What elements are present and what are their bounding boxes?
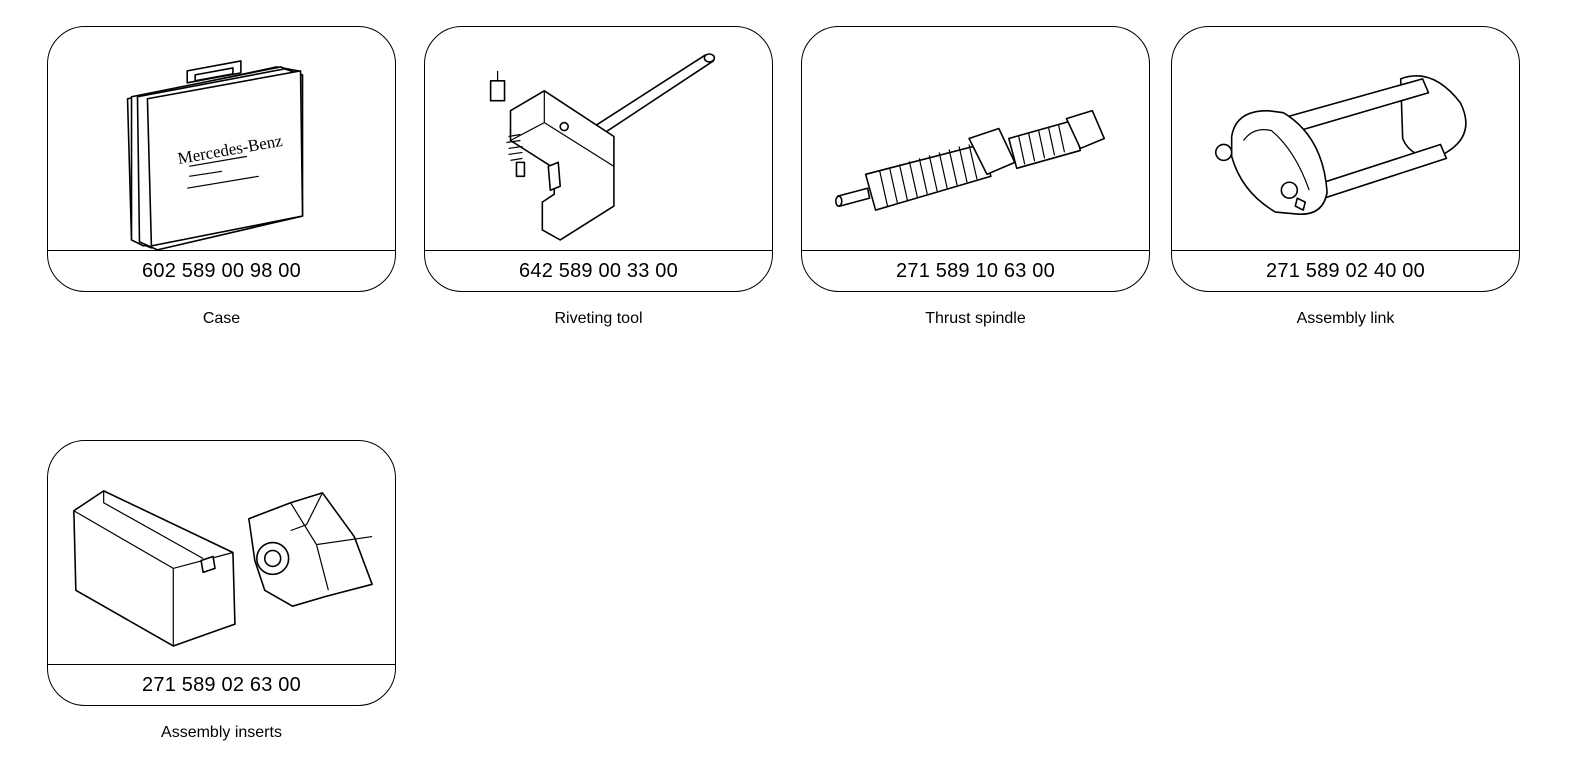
tool-card bbox=[801, 26, 1150, 292]
tool-card bbox=[47, 26, 396, 292]
assembly-link-illustration-icon bbox=[1172, 27, 1519, 251]
tool-assembly-inserts bbox=[47, 440, 396, 742]
tool-assembly-link bbox=[1171, 26, 1520, 328]
assembly-inserts-illustration-icon bbox=[48, 441, 395, 665]
part-number: 271 589 02 40 00 bbox=[1266, 260, 1425, 282]
tool-case bbox=[47, 26, 396, 328]
riveting-tool-illustration-icon bbox=[425, 27, 772, 251]
tool-riveting-tool bbox=[424, 26, 773, 328]
tool-thrust-spindle bbox=[801, 26, 1150, 328]
part-number: 642 589 00 33 00 bbox=[519, 260, 678, 282]
tool-card bbox=[424, 26, 773, 292]
tool-caption: Case bbox=[202, 310, 241, 327]
tool-card bbox=[47, 440, 396, 706]
tool-caption: Thrust spindle bbox=[925, 310, 1026, 327]
tool-caption: Assembly inserts bbox=[161, 724, 282, 741]
thrust-spindle-illustration-icon bbox=[802, 27, 1149, 251]
tool-case-illustration-icon bbox=[48, 27, 395, 251]
tool-caption: Assembly link bbox=[1296, 310, 1395, 327]
tool-caption: Riveting tool bbox=[554, 310, 643, 327]
part-number: 271 589 02 63 00 bbox=[142, 674, 301, 696]
case-brand-label: Mercedes-Benz bbox=[176, 130, 284, 169]
part-number: 271 589 10 63 00 bbox=[896, 260, 1055, 282]
part-number: 602 589 00 98 00 bbox=[142, 260, 301, 282]
tool-card bbox=[1171, 26, 1520, 292]
